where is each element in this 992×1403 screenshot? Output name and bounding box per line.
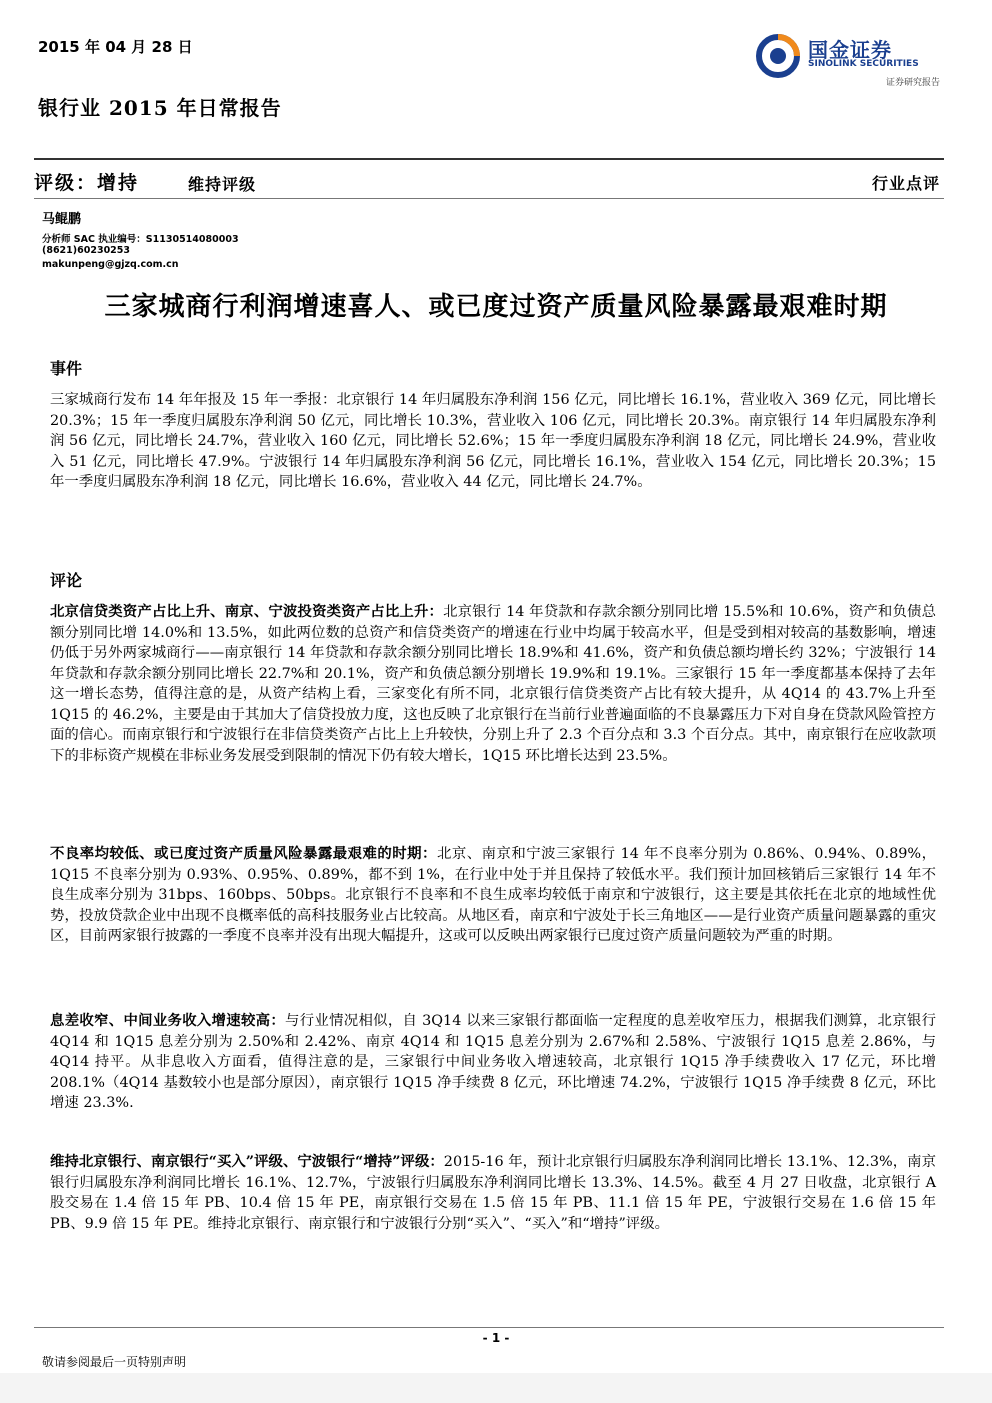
logo-name-en: SINOLINK SECURITIES [808, 59, 919, 69]
section-title-event: 事件 [50, 359, 83, 378]
rating-divider [34, 198, 944, 199]
report-date: 2015 年 04 月 28 日 [38, 38, 193, 56]
comment-paragraph-2 [50, 844, 936, 947]
bottom-bar [0, 1373, 992, 1403]
paragraph-body: 与行业情况相似，自 3Q14 以来三家银行都面临一定程度的息差收窄压力，根据我们测算，北京银行 4Q14 和 1Q15 息差分别为 2.50%和 2.42%、南京 4Q14 和 1Q15 息差分别为 2.67%和 2.58%、宁波银行 1Q15 息差 2.86%，与 4Q14 持平。从非息收入方面看，值得注意的是，三家银行中间业务收入增速较高，北京银行 1Q15 净手续费收入 17 亿元，环比增 208.1%（4Q14 基数较小也是部分原因），南京银行 1Q15 净手续费 8 亿元，环比增速 74.2%，宁波银行 1Q15 净手续费 8 亿元，环比增速 23.3%. [50, 1013, 936, 1111]
paragraph-body: 2015-16 年，预计北京银行归属股东净利润同比增长 13.1%、12.3%，南京银行归属股东净利润同比增长 16.1%、12.7%，宁波银行归属股东净利润同比增长 13.3%、14.5%。截至 4 月 27 日收盘，北京银行 A 股交易在 1.4 倍 15 年 PB、10.4 倍 15 年 PE，南京银行交易在 1.5 倍 15 年 PB、11.1 倍 15 年 PE，宁波银行交易在 1.6 倍 15 年 PB、9.9 倍 15 年 PE。维持北京银行、南京银行和宁波银行分别“买入”、“买入”和“增持”评级。 [50, 1154, 936, 1232]
comment-paragraph-4 [50, 1152, 936, 1234]
paragraph-body: 北京银行 14 年贷款和存款余额分别同比增 15.5%和 10.6%，资产和负债总额分别同比增 14.0%和 13.5%，如此两位数的总资产和信贷类资产的增速在行业中均属于较高水平，但是受到相对较高的基数影响，增速仍低于另外两家城商行——南京银行 14 年贷款和存款余额分别同比增长 18.9%和 41.6%，资产和负债总额均增长约 32%；宁波银行 14 年贷款和存款余额分别同比增长 22.7%和 20.1%，资产和负债总额分别增长 19.9%和 19.1%。三家银行 15 年一季度都基本保持了去年这一增长态势，值得注意的是，从资产结构上看，三家变化有所不同，北京银行信贷类资产占比有较大提升，从 4Q14 的 43.7%上升至 1Q15 的 46.2%，主要是由于其加大了信贷投放力度，这也反映了北京银行在当前行业普遍面临的不良暴露压力下对自身在贷款风险管控方面的信心。而南京银行和宁波银行在非信贷类资产占比上上升较快，分别上升了 2.3 个百分点和 3.3 个百分点。其中，南京银行在应收款项下的非标资产规模在非标业务发展受到限制的情况下仍有较大增长，1Q15 环比增长达到 23.5%。 [50, 604, 936, 764]
sinolink-logo-icon [756, 34, 800, 78]
report-title: 银行业 2015 年日常报告 [38, 96, 282, 120]
logo-name-cn: 国金证券 [808, 38, 892, 62]
section-title-comment: 评论 [50, 571, 83, 590]
page-number: - 1 - [482, 1331, 510, 1345]
analyst-license: 分析师 SAC 执业编号：S1130514080003 [42, 234, 239, 245]
analyst-phone: (8621)60230253 [42, 245, 131, 256]
main-headline: 三家城商行利润增速喜人、或已度过资产质量风险暴露最艰难时期 [104, 292, 888, 322]
paragraph-lead: 息差收窄、中间业务收入增速较高： [50, 1012, 286, 1029]
footer-divider [34, 1327, 944, 1328]
comment-paragraph-1 [50, 602, 936, 766]
sinolink-logo [756, 30, 948, 90]
event-paragraph: 三家城商行发布 14 年年报及 15 年一季报：北京银行 14 年归属股东净利润 156 亿元，同比增长 16.1%，营业收入 369 亿元，同比增长 20.3%；15 年一季度归属股东净利润 50 亿元，同比增长 10.3%，营业收入 106 亿元，同比增长 20.3%。南京银行 14 年归属股东净利润 56 亿元，同比增长 24.7%，营业收入 160 亿元，同比增长 52.6%；15 年一季度归属股东净利润 18 亿元，同比增长 24.9%，营业收入 51 亿元，同比增长 47.9%。宁波银行 14 年归属股东净利润 56 亿元，同比增长 16.1%，营业收入 154 亿元，同比增长 20.3%；15 年一季度归属股东净利润 18 亿元，同比增长 16.6%，营业收入 44 亿元，同比增长 24.7%。 [50, 392, 936, 490]
rating-label: 评级：增持 [34, 172, 140, 194]
logo-subtitle: 证券研究报告 [885, 78, 940, 88]
comment-paragraph-3 [50, 1011, 936, 1114]
paragraph-lead: 不良率均较低、或已度过资产质量风险暴露最艰难的时期： [50, 845, 437, 862]
analyst-email: makunpeng@gjzq.com.cn [42, 259, 179, 270]
analyst-name: 马鲲鹏 [42, 212, 82, 227]
paragraph-lead: 维持北京银行、南京银行“买入”评级、宁波银行“增持”评级： [50, 1153, 444, 1170]
disclaimer-note: 敬请参阅最后一页特别声明 [42, 1355, 187, 1369]
header-divider [34, 158, 944, 160]
report-category: 行业点评 [871, 174, 940, 193]
rating-maintain: 维持评级 [188, 175, 257, 194]
paragraph-lead: 北京信贷类资产占比上升、南京、宁波投资类资产占比上升： [50, 603, 444, 620]
paragraph-body: 北京、南京和宁波三家银行 14 年不良率分别为 0.86%、0.94%、0.89%，1Q15 不良率分别为 0.93%、0.95%、0.89%，都不到 1%，在行业中处于并且保持了较低水平。我们预计加回核销后三家银行 14 年不良生成率分别为 31bps、160bps、50bps。北京银行不良率和不良生成率均较低于南京和宁波银行，这主要是其依托在北京的地域性优势，投放贷款企业中出现不良概率低的高科技服务业占比较高。从地区看，南京和宁波处于长三角地区——是行业资产质量问题暴露的重灾区，目前两家银行披露的一季度不良率并没有出现大幅提升，这或可以反映出两家银行已度过资产质量问题较为严重的时期。 [50, 846, 936, 944]
